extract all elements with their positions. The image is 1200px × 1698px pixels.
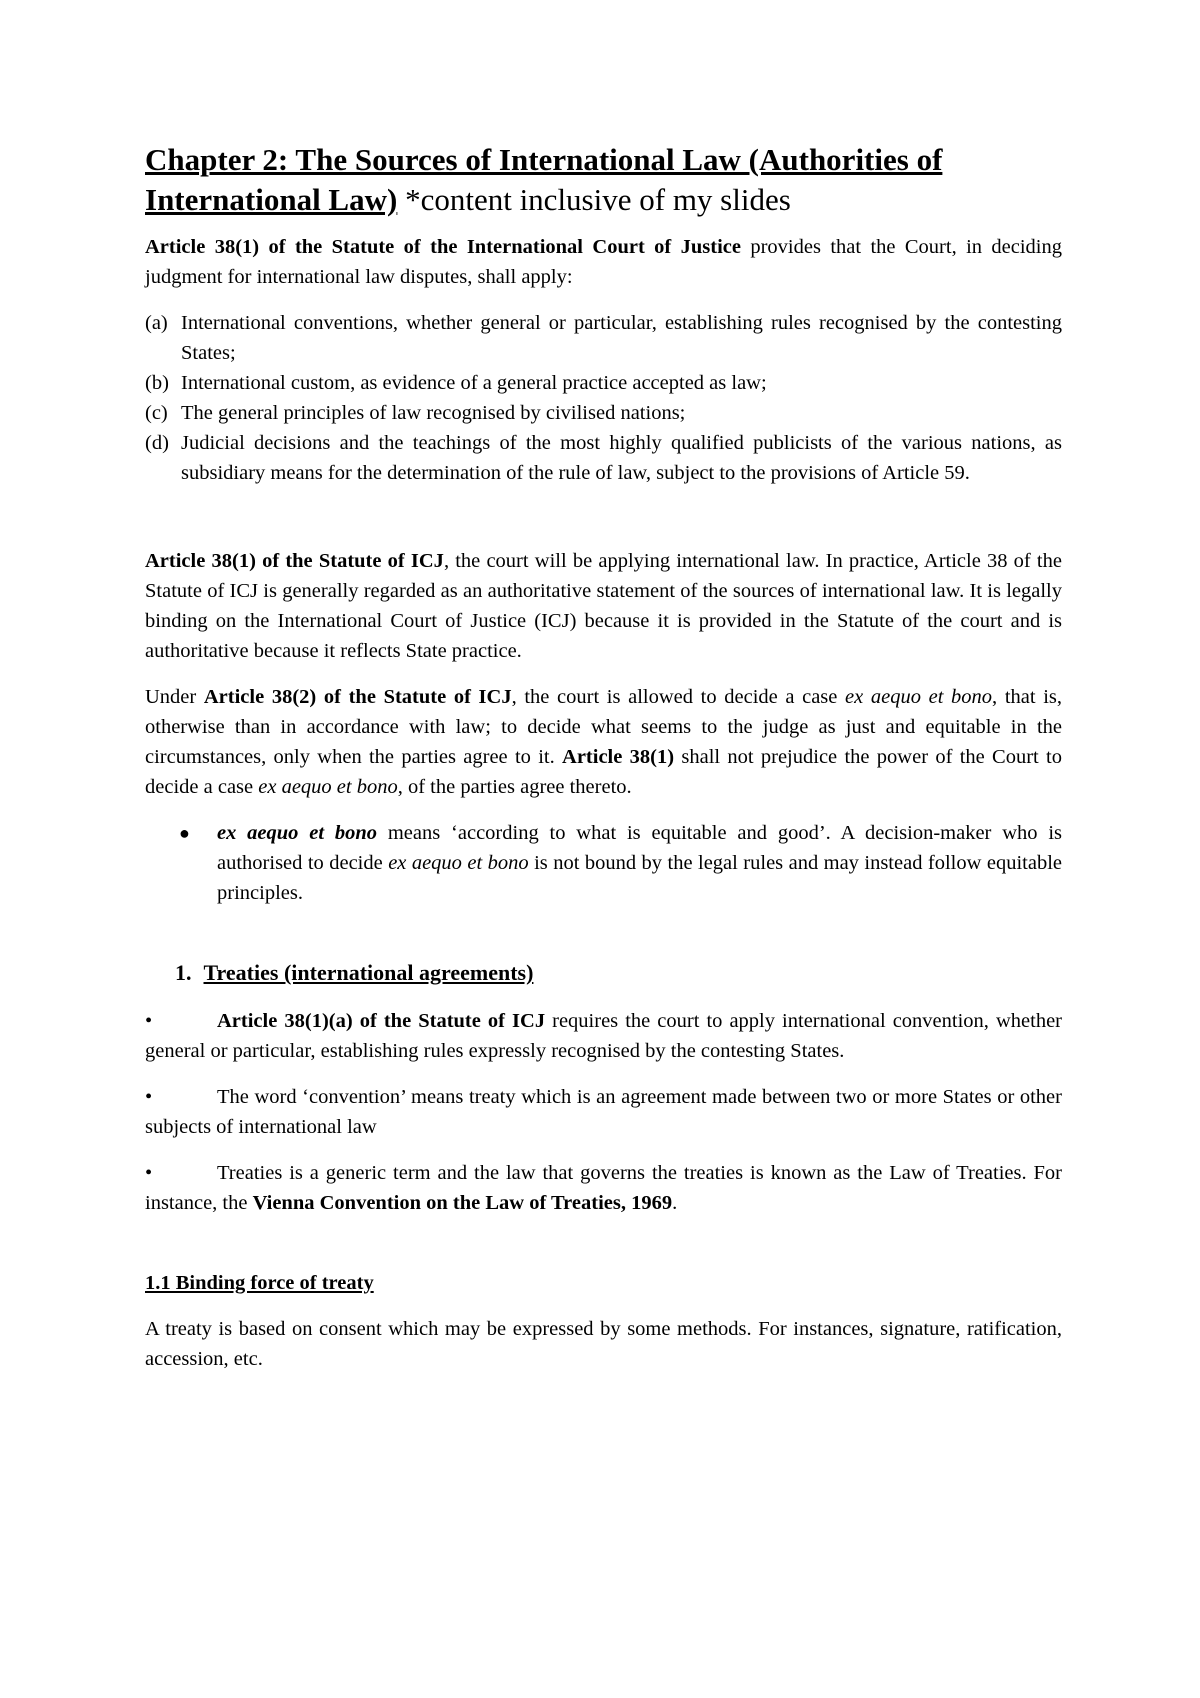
- sources-list: [145, 308, 1062, 488]
- latin-term: ex aequo et bono: [258, 776, 398, 798]
- spacer: [145, 488, 1062, 546]
- bullet-text: [217, 818, 1062, 908]
- bullet-icon: •: [145, 1010, 153, 1032]
- list-marker: (c): [145, 402, 168, 424]
- section-label: Treaties (international agreements): [203, 960, 534, 985]
- convention-ref: Vienna Convention on the Law of Treaties, 1969: [252, 1192, 673, 1214]
- paragraph-text: requires the court to apply international convention, whether general or particular, establishing rules expressly recognised by the contesting States.: [145, 1010, 1062, 1062]
- list-marker: (a): [145, 312, 168, 334]
- latin-term: ex aequo et bono: [217, 822, 378, 844]
- paragraph-text: The word ‘convention’ means treaty which is an agreement made between two or more States or other subjects of international law: [145, 1086, 1062, 1138]
- list-marker: (d): [145, 432, 169, 454]
- article-ref: Article 38(1)(a) of the Statute of ICJ: [217, 1010, 546, 1032]
- subsection-heading: 1.1 Binding force of treaty: [145, 1272, 374, 1294]
- paragraph-text: , the court is allowed to decide a case: [511, 686, 846, 708]
- list-marker: (b): [145, 372, 169, 394]
- treaty-bullet: [145, 1006, 1062, 1066]
- list-item-text: International conventions, whether general or particular, establishing rules recognised by the contesting States;: [181, 312, 1062, 364]
- latin-term: ex aequo et bono: [388, 852, 529, 874]
- article-ref: Article 38(1) of the Statute of ICJ: [145, 550, 444, 572]
- spacer: [145, 1234, 1062, 1268]
- section-heading-treaties: [145, 958, 1062, 988]
- paragraph-text: , that is, otherwise than in accordance with law; to decide what seems to the judge as just and equitable in the circumstances, only when the parties agree to it.: [145, 686, 1062, 768]
- paragraph-text: , the court will be applying international law. In practice, Article 38 of the Statute of ICJ is generally regarded as an authoritative statement of the sources of international law. It is legally binding on the International Court of Justice (ICJ) because it is provided in the Statute of the court and is authoritative because it reflects State practice.: [145, 550, 1062, 662]
- paragraph-text: means ‘according to what is equitable and good’. A decision-maker who is authorised to decide: [217, 822, 1062, 874]
- section-number: 1.: [175, 960, 192, 985]
- paragraph-text: .: [672, 1192, 678, 1214]
- list-item-text: The general principles of law recognised by civilised nations;: [181, 402, 686, 424]
- article-ref: Article 38(2) of the Statute of ICJ: [203, 686, 512, 708]
- paragraph-text: is not bound by the legal rules and may instead follow equitable principles.: [217, 852, 1063, 904]
- bullet-icon: ●: [179, 823, 190, 843]
- chapter-title-note: *content inclusive of my slides: [405, 182, 791, 217]
- list-item: [145, 368, 1062, 398]
- intro-text: provides that the Court, in deciding judgment for international law disputes, shall apply:: [145, 236, 1062, 288]
- article-38-1-paragraph: [145, 546, 1062, 666]
- paragraph-text: , of the parties agree thereto.: [397, 776, 632, 798]
- intro-paragraph: [145, 232, 1062, 292]
- list-item: [145, 308, 1062, 368]
- list-item: [145, 398, 1062, 428]
- article-38-2-paragraph: [145, 682, 1062, 802]
- document-page: [145, 140, 1062, 1390]
- list-item-text: Judicial decisions and the teachings of the most highly qualified publicists of the various nations, as subsidiary means for the determination of the rule of law, subject to the provisions of Article 59.: [181, 432, 1062, 484]
- paragraph-text: shall not prejudice the power of the Court to decide a case: [145, 746, 1062, 798]
- chapter-title: [145, 140, 1062, 220]
- bullet-icon: •: [145, 1162, 153, 1184]
- treaty-bullet: [145, 1158, 1062, 1218]
- paragraph-text: Under: [145, 686, 204, 708]
- treaty-bullet: [145, 1082, 1062, 1142]
- latin-term: ex aequo et bono: [845, 686, 993, 708]
- paragraph-text: Treaties is a generic term and the law that governs the treaties is known as the Law of Treaties. For instance, the: [145, 1162, 1062, 1214]
- chapter-title-main: Chapter 2: The Sources of International Law (Authorities of International Law): [145, 142, 943, 217]
- list-item-text: International custom, as evidence of a general practice accepted as law;: [181, 372, 767, 394]
- subsection-paragraph: A treaty is based on consent which may be expressed by some methods. For instances, signature, ratification, accession, etc.: [145, 1318, 1062, 1370]
- article-ref: Article 38(1): [562, 746, 675, 768]
- bullet-icon: •: [145, 1086, 153, 1108]
- ex-aequo-bullet: [145, 818, 1062, 908]
- spacer: [145, 924, 1062, 958]
- intro-article-ref: Article 38(1) of the Statute of the International Court of Justice: [145, 236, 741, 258]
- list-item: [145, 428, 1062, 488]
